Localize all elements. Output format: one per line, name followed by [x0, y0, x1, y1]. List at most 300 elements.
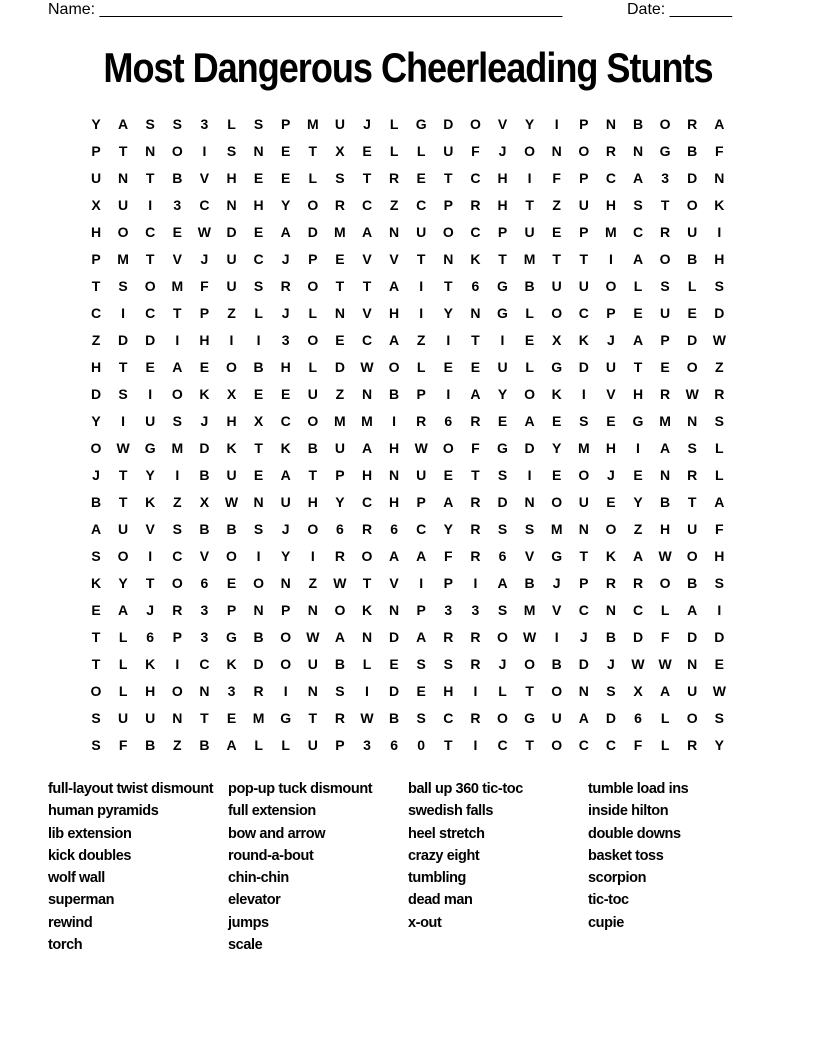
grid-letter: P — [416, 602, 426, 618]
grid-letter: B — [253, 359, 264, 375]
grid-letter: S — [714, 575, 724, 591]
grid-letter: I — [392, 413, 397, 429]
grid-letter: D — [226, 224, 237, 240]
grid-letter: C — [578, 305, 589, 321]
grid-letter: I — [175, 656, 180, 672]
grid-letter: N — [389, 602, 400, 618]
grid-letter: O — [578, 143, 590, 159]
grid-letter: W — [360, 710, 374, 726]
grid-letter: E — [552, 467, 562, 483]
grid-letter: O — [361, 548, 373, 564]
grid-letter: T — [552, 251, 561, 267]
grid-letter: O — [307, 521, 319, 537]
grid-letter: U — [605, 359, 616, 375]
grid-letter: A — [714, 494, 725, 510]
grid-letter: G — [497, 305, 508, 321]
grid-letter: K — [470, 251, 481, 267]
grid-letter: B — [199, 467, 210, 483]
grid-letter: E — [281, 143, 291, 159]
grid-letter: T — [471, 467, 480, 483]
grid-letter: C — [470, 170, 481, 186]
grid-letter: L — [525, 359, 534, 375]
grid-letter: B — [524, 575, 535, 591]
grid-letter: L — [227, 116, 236, 132]
grid-letter: O — [226, 548, 237, 564]
grid-letter: R — [416, 413, 427, 429]
grid-letter: F — [118, 737, 128, 753]
grid-letter: B — [605, 629, 616, 645]
grid-letter: N — [524, 494, 535, 510]
grid-letter: L — [660, 710, 670, 726]
grid-letter: P — [579, 170, 589, 186]
grid-letter: D — [334, 359, 345, 375]
grid-letter: O — [605, 521, 617, 537]
grid-letter: 3 — [444, 602, 453, 618]
grid-letter: A — [578, 710, 589, 726]
grid-letter: L — [254, 305, 263, 321]
grid-letter: N — [361, 386, 373, 402]
grid-letter: M — [306, 116, 319, 132]
grid-letter: Y — [714, 737, 724, 753]
grid-letter: Y — [118, 575, 128, 591]
grid-letter: A — [660, 683, 671, 699]
grid-letter: A — [361, 440, 373, 456]
grid-letter: V — [497, 116, 508, 132]
grid-letter: L — [308, 359, 318, 375]
grid-letter: E — [606, 413, 616, 429]
grid-letter: C — [172, 548, 183, 564]
grid-letter: L — [715, 440, 724, 456]
grid-letter: Y — [552, 440, 562, 456]
grid-letter: J — [146, 602, 155, 618]
word-list-column — [588, 778, 763, 934]
word-list-item: tumble load ins — [588, 781, 689, 797]
word-list-item: x-out — [408, 914, 442, 931]
grid-letter: P — [579, 575, 589, 591]
grid-letter: B — [660, 494, 671, 510]
grid-letter: H — [253, 197, 264, 213]
grid-letter: C — [470, 224, 481, 240]
grid-letter: Z — [715, 359, 724, 375]
word-list-item: scale — [228, 937, 263, 954]
grid-letter: P — [443, 197, 453, 213]
grid-letter: I — [148, 197, 153, 213]
grid-letter: X — [226, 386, 237, 402]
grid-letter: W — [522, 629, 537, 645]
grid-letter: P — [172, 629, 182, 645]
word-list-column — [228, 778, 403, 956]
word-list-item: wolf wall — [48, 870, 105, 887]
grid-letter: N — [714, 170, 725, 186]
grid-letter: O — [497, 629, 508, 645]
grid-letter: O — [469, 116, 481, 132]
grid-letter: N — [280, 575, 291, 591]
grid-letter: F — [471, 143, 480, 159]
grid-letter: O — [307, 332, 319, 348]
grid-letter: S — [253, 521, 264, 537]
grid-letter: C — [416, 521, 427, 537]
grid-letter: B — [172, 170, 183, 186]
grid-letter: S — [606, 683, 616, 699]
grid-letter: C — [145, 224, 156, 240]
grid-letter: N — [389, 467, 400, 483]
grid-letter: B — [307, 440, 318, 456]
grid-letter: L — [362, 656, 372, 672]
grid-letter: P — [579, 224, 589, 240]
word-list-item: crazy eight — [408, 847, 480, 864]
word-list-item: round-a-bout — [228, 847, 314, 864]
grid-letter: E — [253, 170, 264, 186]
grid-letter: O — [659, 116, 671, 132]
grid-letter: N — [361, 629, 373, 645]
grid-letter: S — [253, 278, 264, 294]
grid-letter: T — [200, 710, 209, 726]
grid-letter: B — [334, 656, 345, 672]
grid-letter: S — [226, 143, 237, 159]
grid-letter: O — [605, 278, 617, 294]
grid-letter: C — [145, 305, 156, 321]
grid-letter: H — [714, 548, 725, 564]
grid-letter: R — [470, 629, 481, 645]
grid-letter: W — [197, 224, 211, 240]
grid-letter: J — [498, 143, 507, 159]
grid-letter: J — [281, 521, 290, 537]
word-list-item: basket toss — [588, 847, 664, 864]
grid-letter: I — [202, 143, 207, 159]
grid-letter: C — [605, 737, 616, 753]
grid-letter: B — [389, 386, 400, 402]
grid-letter: V — [389, 575, 399, 591]
grid-letter: P — [579, 116, 589, 132]
grid-letter: B — [90, 494, 102, 510]
grid-letter: W — [224, 494, 239, 510]
grid-letter: G — [497, 278, 508, 294]
grid-letter: S — [524, 521, 535, 537]
grid-letter: O — [171, 143, 183, 159]
grid-letter: A — [660, 440, 671, 456]
grid-letter: R — [687, 737, 698, 753]
grid-letter: V — [606, 386, 616, 402]
grid-letter: M — [334, 224, 346, 240]
word-list-item: inside hilton — [588, 803, 669, 820]
grid-letter: A — [524, 413, 535, 429]
grid-letter: Z — [308, 575, 318, 591]
grid-letter: D — [605, 710, 616, 726]
grid-letter: P — [308, 251, 318, 267]
grid-letter: A — [389, 332, 400, 348]
grid-letter: 3 — [661, 170, 669, 186]
grid-letter: O — [307, 197, 319, 213]
grid-letter: J — [200, 251, 209, 267]
grid-letter: 3 — [173, 197, 182, 213]
grid-letter: V — [362, 305, 372, 321]
grid-letter: D — [497, 494, 508, 510]
grid-letter: E — [281, 386, 291, 402]
grid-letter: N — [605, 116, 616, 132]
grid-letter: B — [253, 629, 264, 645]
grid-letter: N — [632, 143, 644, 159]
grid-letter: H — [90, 224, 102, 240]
grid-letter: P — [416, 494, 426, 510]
grid-letter: E — [199, 359, 210, 375]
grid-letter: D — [714, 305, 725, 321]
grid-letter: M — [171, 278, 184, 294]
grid-letter: V — [524, 548, 535, 564]
grid-letter: S — [714, 278, 724, 294]
grid-letter: B — [389, 710, 400, 726]
grid-letter: B — [145, 737, 156, 753]
grid-letter: A — [443, 494, 454, 510]
grid-letter: F — [200, 278, 209, 294]
grid-letter: A — [118, 602, 129, 618]
grid-letter: K — [226, 440, 237, 456]
grid-letter: R — [443, 629, 454, 645]
grid-letter: R — [714, 386, 725, 402]
grid-letter: X — [199, 494, 210, 510]
grid-letter: E — [714, 656, 724, 672]
grid-letter: Z — [416, 332, 426, 348]
grid-letter: N — [334, 305, 345, 321]
grid-letter: P — [226, 602, 237, 618]
grid-letter: L — [281, 737, 290, 753]
grid-letter: O — [497, 710, 508, 726]
grid-letter: U — [578, 494, 589, 510]
word-list-item: superman — [48, 892, 115, 909]
grid-letter: J — [281, 305, 290, 321]
grid-letter: I — [608, 251, 613, 267]
grid-letter: 6 — [444, 413, 453, 429]
grid-letter: L — [118, 683, 128, 699]
grid-letter: H — [226, 413, 237, 429]
grid-letter: B — [687, 251, 698, 267]
grid-letter: N — [551, 143, 562, 159]
grid-letter: Z — [91, 332, 101, 348]
grid-letter: T — [498, 251, 507, 267]
grid-letter: O — [551, 683, 563, 699]
grid-letter: I — [581, 386, 586, 402]
grid-letter: H — [90, 359, 102, 375]
grid-letter: H — [632, 386, 644, 402]
grid-letter: K — [145, 656, 156, 672]
grid-letter: N — [307, 602, 318, 618]
grid-letter: V — [552, 602, 562, 618]
grid-letter: T — [471, 332, 480, 348]
grid-letter: 6 — [200, 575, 209, 591]
grid-letter: O — [524, 143, 536, 159]
grid-letter: L — [715, 467, 724, 483]
grid-letter: I — [121, 413, 126, 429]
grid-letter: D — [687, 629, 698, 645]
grid-letter: O — [171, 575, 183, 591]
grid-letter: G — [144, 440, 156, 456]
grid-letter: S — [335, 170, 345, 186]
grid-letter: U — [687, 521, 698, 537]
grid-letter: D — [389, 629, 400, 645]
grid-letter: I — [717, 602, 722, 618]
grid-letter: S — [145, 116, 155, 132]
grid-letter: R — [334, 710, 345, 726]
grid-letter: H — [199, 332, 210, 348]
grid-letter: O — [551, 305, 563, 321]
grid-letter: V — [199, 548, 210, 564]
grid-letter: 6 — [471, 278, 480, 294]
grid-letter: O — [686, 548, 698, 564]
grid-letter: 6 — [634, 710, 642, 726]
grid-letter: J — [498, 656, 507, 672]
grid-letter: D — [443, 116, 454, 132]
grid-letter: Z — [227, 305, 236, 321]
grid-letter: L — [660, 602, 670, 618]
word-list-item: scorpion — [588, 870, 647, 887]
grid-letter: J — [579, 629, 588, 645]
grid-letter: Y — [497, 386, 508, 402]
grid-letter: F — [633, 737, 643, 753]
grid-letter: W — [360, 359, 374, 375]
grid-letter: X — [552, 332, 562, 348]
grid-letter: I — [121, 305, 126, 321]
grid-letter: K — [90, 575, 102, 591]
grid-letter: B — [199, 737, 210, 753]
grid-letter: I — [175, 332, 180, 348]
grid-letter: L — [308, 305, 318, 321]
grid-letter: B — [199, 521, 210, 537]
grid-letter: W — [712, 332, 726, 348]
grid-letter: 3 — [471, 602, 480, 618]
grid-letter: Z — [389, 197, 399, 213]
grid-letter: Y — [281, 548, 291, 564]
grid-letter: R — [660, 224, 671, 240]
grid-letter: P — [91, 251, 101, 267]
grid-letter: A — [632, 251, 644, 267]
grid-letter: J — [552, 575, 561, 591]
grid-letter: S — [660, 278, 670, 294]
grid-letter: W — [306, 629, 320, 645]
grid-letter: I — [500, 332, 505, 348]
grid-letter: K — [714, 197, 725, 213]
grid-letter: S — [497, 521, 508, 537]
grid-letter: G — [524, 710, 536, 726]
word-list-item: ball up 360 tic-toc — [408, 781, 523, 797]
grid-letter: O — [280, 629, 292, 645]
grid-letter: H — [280, 359, 291, 375]
grid-letter: R — [632, 575, 644, 591]
grid-letter: L — [389, 143, 399, 159]
grid-letter: I — [554, 629, 559, 645]
grid-letter: A — [416, 629, 427, 645]
grid-letter: A — [632, 332, 644, 348]
grid-letter: T — [335, 278, 345, 294]
grid-letter: L — [308, 170, 318, 186]
grid-letter: K — [605, 548, 616, 564]
grid-letter: T — [118, 467, 128, 483]
grid-letter: B — [226, 521, 237, 537]
grid-letter: N — [253, 143, 264, 159]
grid-letter: M — [523, 602, 536, 618]
grid-letter: S — [91, 548, 101, 564]
page-title: Most Dangerous Cheerleading Stunts — [103, 44, 713, 91]
grid-letter: O — [117, 548, 129, 564]
grid-letter: R — [470, 197, 481, 213]
grid-letter: U — [90, 170, 102, 186]
grid-letter: X — [633, 683, 643, 699]
grid-letter: S — [416, 710, 426, 726]
grid-letter: M — [334, 413, 346, 429]
grid-letter: C — [605, 170, 616, 186]
grid-letter: B — [632, 116, 644, 132]
grid-letter: P — [443, 575, 453, 591]
grid-letter: E — [497, 413, 508, 429]
grid-letter: S — [497, 467, 508, 483]
grid-letter: I — [419, 575, 424, 591]
grid-letter: E — [389, 656, 399, 672]
grid-letter: E — [443, 359, 453, 375]
grid-letter: A — [389, 278, 400, 294]
grid-letter: R — [660, 386, 671, 402]
grid-letter: H — [660, 521, 671, 537]
grid-letter: F — [660, 629, 670, 645]
grid-letter: I — [527, 170, 532, 186]
grid-letter: D — [118, 332, 129, 348]
grid-letter: W — [631, 656, 645, 672]
grid-letter: P — [335, 737, 345, 753]
grid-letter: E — [281, 170, 291, 186]
grid-letter: J — [92, 467, 100, 483]
grid-letter: I — [229, 332, 234, 348]
grid-letter: H — [605, 197, 616, 213]
grid-letter: K — [199, 386, 210, 402]
grid-letter: G — [659, 143, 671, 159]
grid-letter: S — [172, 413, 182, 429]
name-field: Name: ____________________________________________________ — [48, 1, 563, 18]
grid-letter: T — [145, 575, 155, 591]
grid-letter: O — [117, 224, 129, 240]
grid-letter: 0 — [417, 737, 426, 753]
grid-letter: S — [253, 116, 264, 132]
grid-letter: M — [252, 710, 265, 726]
word-list-item: chin-chin — [228, 870, 289, 887]
grid-letter: H — [389, 305, 400, 321]
grid-letter: 6 — [146, 629, 155, 645]
grid-letter: T — [660, 197, 670, 213]
grid-letter: T — [579, 548, 589, 564]
grid-letter: U — [578, 197, 589, 213]
grid-letter: S — [714, 413, 724, 429]
grid-letter: G — [280, 710, 292, 726]
grid-letter: S — [714, 710, 724, 726]
grid-letter: L — [498, 683, 507, 699]
grid-letter: M — [550, 521, 563, 537]
grid-letter: 3 — [227, 683, 236, 699]
grid-letter: U — [660, 305, 671, 321]
grid-letter: S — [91, 737, 101, 753]
grid-letter: U — [307, 737, 318, 753]
grid-letter: R — [605, 143, 616, 159]
grid-letter: D — [578, 359, 589, 375]
grid-letter: U — [118, 521, 129, 537]
grid-letter: T — [145, 170, 155, 186]
grid-letter: I — [636, 440, 640, 456]
grid-letter: R — [280, 278, 291, 294]
grid-letter: P — [606, 305, 616, 321]
grid-letter: N — [660, 467, 671, 483]
grid-letter: A — [280, 467, 291, 483]
grid-letter: P — [199, 305, 210, 321]
grid-letter: F — [715, 143, 724, 159]
grid-letter: U — [307, 656, 318, 672]
grid-letter: D — [307, 224, 318, 240]
grid-letter: U — [226, 467, 237, 483]
grid-letter: V — [172, 251, 182, 267]
